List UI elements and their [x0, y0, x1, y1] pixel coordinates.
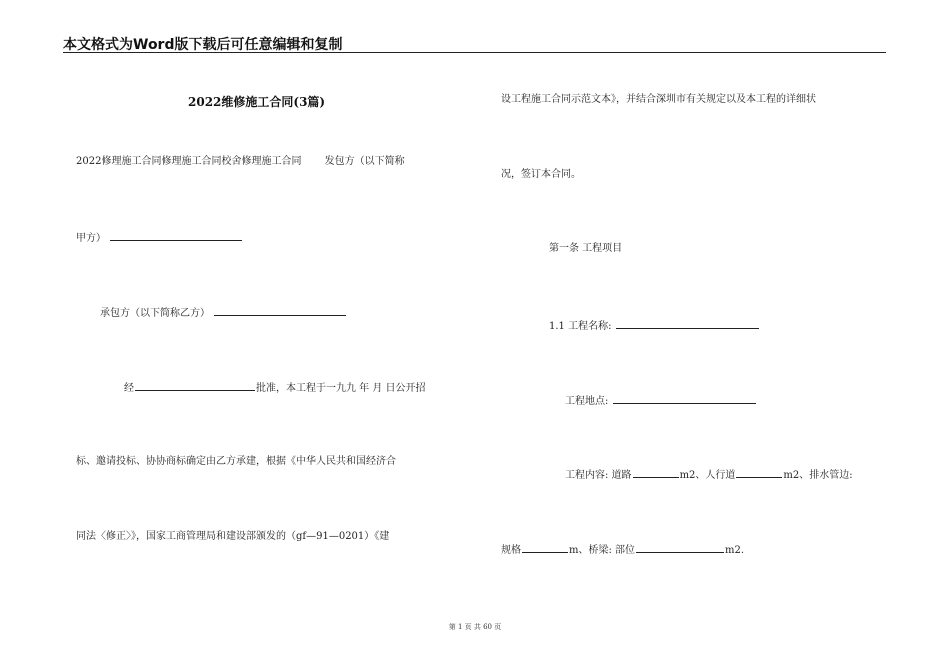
- spec-unit-1: m、桥梁: 部位: [569, 545, 636, 556]
- right-paragraph-line-2: 况，签订本合同。: [501, 169, 581, 180]
- header-divider: [63, 52, 886, 53]
- project-location-blank: [613, 394, 756, 404]
- left-party-a-line: [76, 231, 243, 245]
- content-prefix: 工程内容: 道路: [565, 470, 632, 481]
- left-paragraph-line-5: 标、邀请投标、协协商标确定由乙方承建，根据《中华人民共和国经济合: [76, 456, 396, 467]
- right-paragraph-line-1: 设工程施工合同示范文本》，并结合深圳市有关规定以及本工程的详细状: [501, 94, 816, 105]
- party-b-label: 承包方（以下简称乙方）: [100, 308, 210, 319]
- project-location-label: 工程地点:: [565, 396, 609, 407]
- party-b-blank: [214, 306, 346, 316]
- project-name-blank: [616, 319, 759, 329]
- approval-blank: [135, 381, 255, 391]
- project-content-line: [565, 468, 853, 482]
- document-title: 2022维修施工合同(3篇): [188, 95, 326, 109]
- content-unit-1: m2、人行道: [679, 470, 736, 481]
- project-name-line: [549, 319, 760, 333]
- section-heading: 第一条 工程项目: [549, 243, 623, 254]
- project-name-label: 1.1 工程名称:: [549, 321, 612, 332]
- sidewalk-area-blank: [736, 468, 782, 478]
- party-a-label: 甲方）: [76, 233, 106, 244]
- approval-prefix: 经: [124, 383, 134, 394]
- page-header-title: 本文格式为Word版下载后可任意编辑和复制: [63, 37, 343, 53]
- left-paragraph-line-6: 同法〈修正〉》，国家工商管理局和建设部颁发的（gf—91—0201）《建: [76, 531, 390, 542]
- road-area-blank: [633, 468, 679, 478]
- content-unit-2: m2、排水管边:: [783, 470, 853, 481]
- approval-suffix: 批准，本工程于一九九 年 月 日公开招: [256, 383, 426, 394]
- left-paragraph-line-1: 2022修理施工合同修理施工合同校舍修理施工合同 发包方（以下简称: [76, 156, 405, 167]
- spec-line: [501, 543, 744, 557]
- project-location-line: [565, 394, 757, 408]
- left-party-b-line: [100, 306, 347, 320]
- bridge-area-blank: [636, 543, 724, 553]
- left-approval-line: [124, 381, 426, 395]
- spec-prefix: 规格: [501, 545, 521, 556]
- party-a-blank: [110, 231, 242, 241]
- spec-unit-2: m2.: [725, 545, 745, 556]
- page-footer: 第 1 页 共 60 页: [448, 623, 502, 631]
- spec-length-blank: [522, 543, 568, 553]
